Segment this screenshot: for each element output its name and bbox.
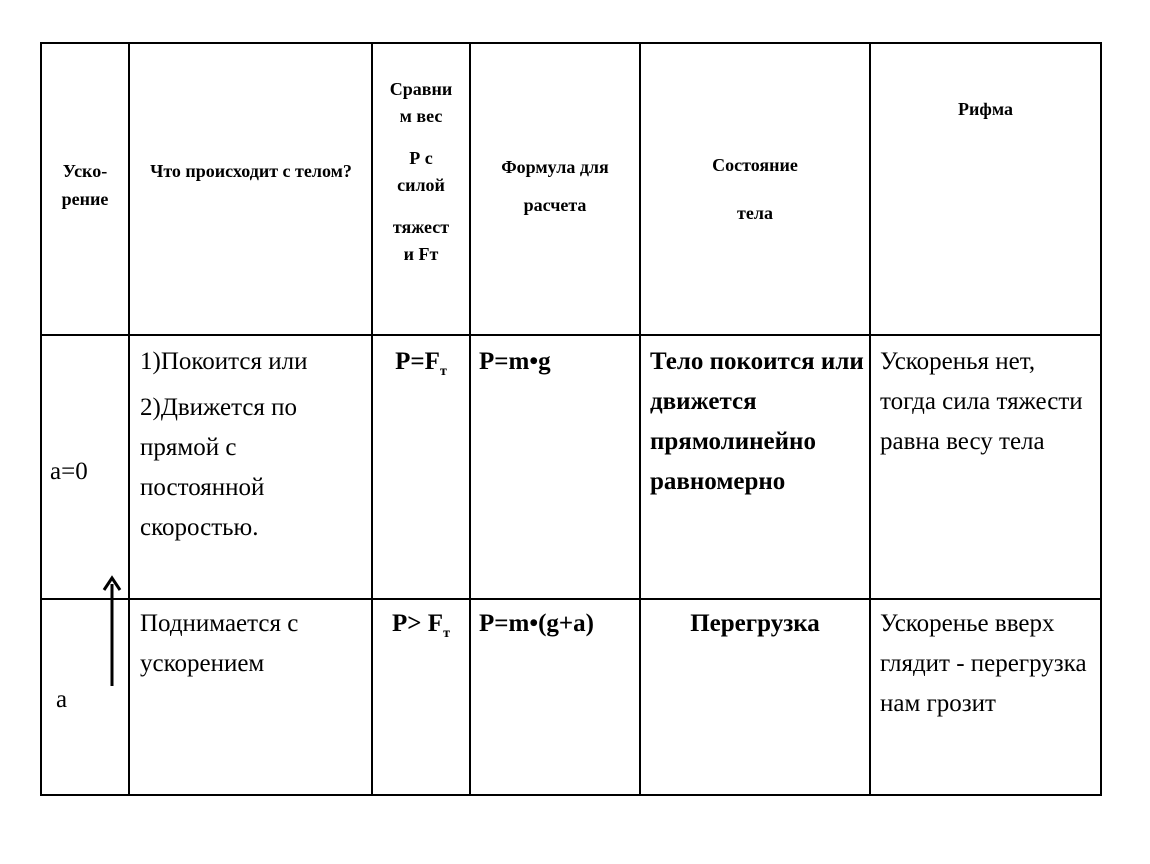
table-border-top: [40, 42, 1102, 44]
header-compare-line4: силой: [397, 175, 445, 195]
header-what-happens: Что происходит с телом?: [150, 161, 352, 181]
header-state-line2: тела: [737, 203, 773, 223]
row-divider-2: [40, 598, 1102, 600]
row2-compare-sub: т: [443, 626, 450, 641]
header-rhyme: Рифма: [958, 99, 1013, 119]
header-formula-line2: расчета: [523, 195, 587, 215]
row2-rhyme: Ускоренье вверх глядит - перегрузка нам грозит: [880, 610, 1087, 717]
row1-what-line2: 2)Движется по прямой с постоянной скоростью.: [140, 394, 298, 541]
row2-compare-text: Р> F: [392, 610, 444, 637]
row1-state: Тело покоится или движется прямолинейно равномерно: [650, 348, 864, 495]
physics-table: [40, 42, 1102, 796]
header-state: [641, 154, 869, 224]
row1-what-happens: [140, 342, 366, 548]
header-formula-line1: Формула для: [501, 157, 609, 177]
header-compare-line6: и Fт: [403, 244, 439, 264]
header-compare: [373, 78, 469, 265]
header-compare-line3: Р с: [409, 148, 433, 168]
row1-compare-sub: т: [439, 364, 447, 379]
header-acceleration-line2: рение: [61, 189, 109, 209]
col-divider-0: [40, 42, 42, 796]
row2-formula: P=m•(g+a): [479, 610, 594, 637]
row1-formula: P=m•g: [479, 348, 551, 375]
header-compare-line5: тяжест: [392, 217, 450, 237]
header-formula: [471, 156, 639, 216]
col-divider-1: [128, 42, 130, 796]
row-divider-1: [40, 334, 1102, 336]
header-compare-line1: Сравни: [389, 79, 453, 99]
row1-compare-text: Р=F: [395, 348, 440, 375]
row1-rhyme: Ускоренья нет, тогда сила тяжести равна весу тела: [880, 348, 1083, 455]
row2-what-happens: Поднимается с ускорением: [140, 610, 299, 677]
row2-compare: [373, 604, 469, 654]
table-border-bottom: [40, 794, 1102, 796]
row1-compare: [373, 342, 469, 392]
header-acceleration-line1: Уско-: [62, 161, 108, 181]
row2-state: Перегрузка: [690, 610, 820, 637]
col-divider-5: [869, 42, 871, 796]
row1-acceleration: a=0: [50, 458, 88, 485]
row2-acceleration: a: [56, 686, 68, 713]
header-compare-line2: м вес: [399, 106, 443, 126]
header-state-line1: Состояние: [712, 155, 798, 175]
header-acceleration: [42, 160, 128, 210]
row1-what-line1: 1)Покоится или: [140, 348, 308, 375]
arrow-up-icon: [102, 574, 122, 688]
col-divider-6: [1100, 42, 1102, 796]
